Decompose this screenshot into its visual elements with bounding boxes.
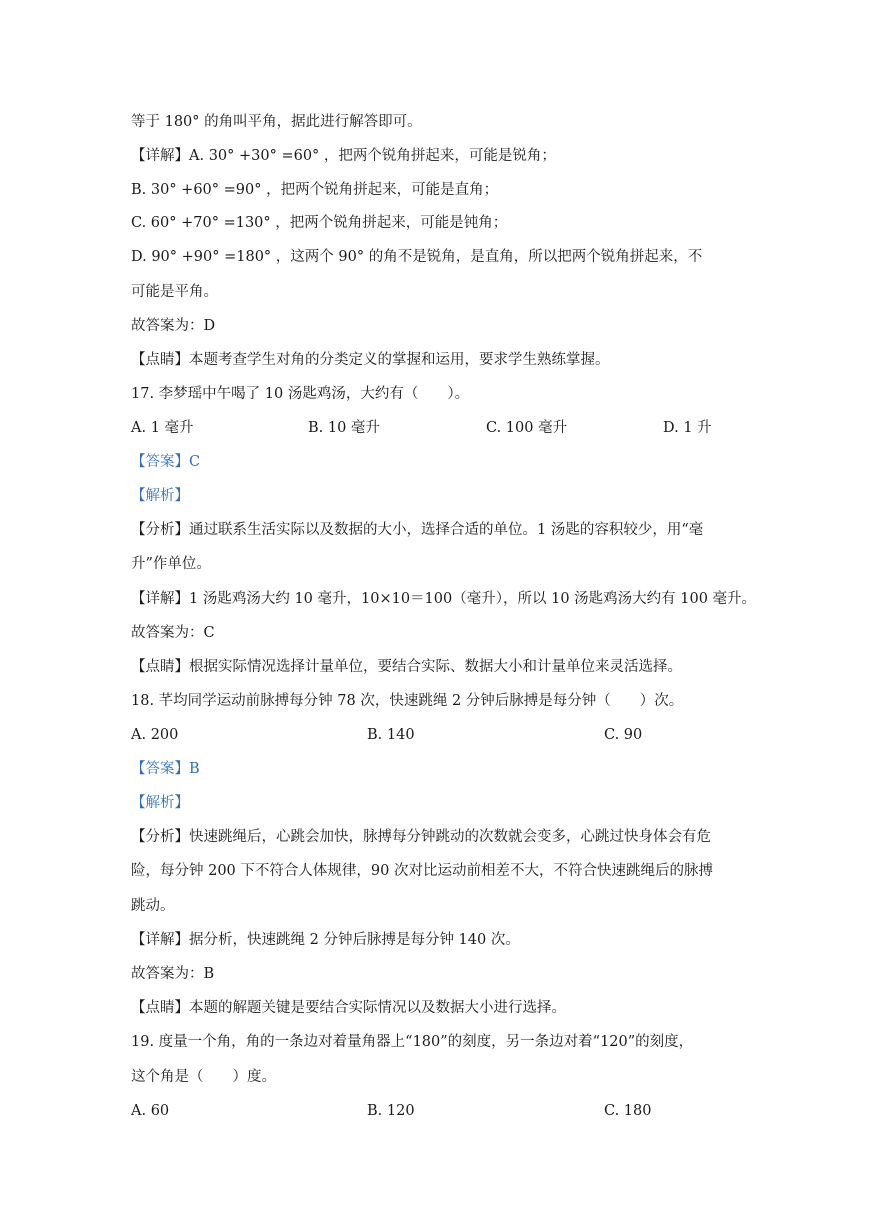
answer-conclusion: 故答案为：B bbox=[131, 966, 215, 982]
option-a: A. 1 毫升 bbox=[131, 420, 194, 436]
option-a: A. 200 bbox=[131, 727, 179, 743]
option-b: B. 120 bbox=[367, 1103, 415, 1119]
detail-line: 【详解】A. 30° +30° =60° ，把两个锐角拼起来，可能是锐角； bbox=[131, 148, 556, 164]
analysis-line: 跳动。 bbox=[131, 898, 175, 914]
question-17-analysis-label: 【解析】 bbox=[131, 488, 189, 504]
option-c: C. 180 bbox=[604, 1103, 652, 1119]
option-b: B. 140 bbox=[367, 727, 415, 743]
question-17-options bbox=[131, 418, 751, 438]
option-d: D. 1 升 bbox=[663, 420, 712, 436]
option-a: A. 60 bbox=[131, 1103, 170, 1119]
question-18-stem: 18. 芊均同学运动前脉搏每分钟 78 次，快速跳绳 2 分钟后脉搏是每分钟（ ）次。 bbox=[131, 693, 684, 709]
question-19-stem: 19. 度量一个角，角的一条边对着量角器上“180”的刻度，另一条边对着“120”的刻度， bbox=[131, 1034, 694, 1050]
option-c: C. 90 bbox=[604, 727, 643, 743]
question-18-answer: 【答案】B bbox=[131, 761, 200, 777]
comment-line: 【点睛】本题考查学生对角的分类定义的掌握和运用，要求学生熟练掌握。 bbox=[131, 352, 610, 368]
detail-line: 【详解】1 汤匙鸡汤大约 10 毫升，10×10＝100（毫升），所以 10 汤匙鸡汤大约有 100 毫升。 bbox=[131, 591, 757, 607]
answer-conclusion: 故答案为：C bbox=[131, 625, 215, 641]
detail-line: B. 30° +60° =90° ，把两个锐角拼起来，可能是直角； bbox=[131, 182, 499, 198]
detail-line: 【详解】据分析，快速跳绳 2 分钟后脉搏是每分钟 140 次。 bbox=[131, 932, 520, 948]
analysis-line: 险，每分钟 200 下不符合人体规律，90 次对比运动前相差不大，不符合快速跳绳后的脉搏 bbox=[131, 863, 713, 879]
analysis-line: 【分析】通过联系生活实际以及数据的大小，选择合适的单位。1 汤匙的容积较少，用“毫 bbox=[131, 522, 704, 538]
comment-line: 【点睛】根据实际情况选择计量单位，要结合实际、数据大小和计量单位来灵活选择。 bbox=[131, 659, 682, 675]
detail-line: D. 90° +90° =180° ，这两个 90° 的角不是锐角，是直角，所以把两个锐角拼起来，不 bbox=[131, 249, 703, 265]
text-line: 等于 180° 的角叫平角，据此进行解答即可。 bbox=[131, 114, 422, 130]
option-c: C. 100 毫升 bbox=[486, 420, 568, 436]
analysis-line: 升”作单位。 bbox=[131, 556, 211, 572]
question-19-stem: 这个角是（ ）度。 bbox=[131, 1069, 276, 1085]
detail-line: C. 60° +70° =130° ，把两个锐角拼起来，可能是钝角； bbox=[131, 215, 508, 231]
question-17-stem: 17. 李梦瑶中午喝了 10 汤匙鸡汤，大约有（ ）。 bbox=[131, 386, 470, 402]
comment-line: 【点睛】本题的解题关键是要结合实际情况以及数据大小进行选择。 bbox=[131, 1000, 566, 1016]
question-18-analysis-label: 【解析】 bbox=[131, 795, 189, 811]
answer-conclusion: 故答案为：D bbox=[131, 318, 216, 334]
analysis-line: 【分析】快速跳绳后，心跳会加快，脉搏每分钟跳动的次数就会变多，心跳过快身体会有危 bbox=[131, 829, 711, 845]
question-17-answer: 【答案】C bbox=[131, 454, 201, 470]
detail-line: 可能是平角。 bbox=[131, 284, 218, 300]
question-19-options bbox=[131, 1101, 751, 1121]
option-b: B. 10 毫升 bbox=[308, 420, 380, 436]
question-18-options bbox=[131, 725, 751, 745]
